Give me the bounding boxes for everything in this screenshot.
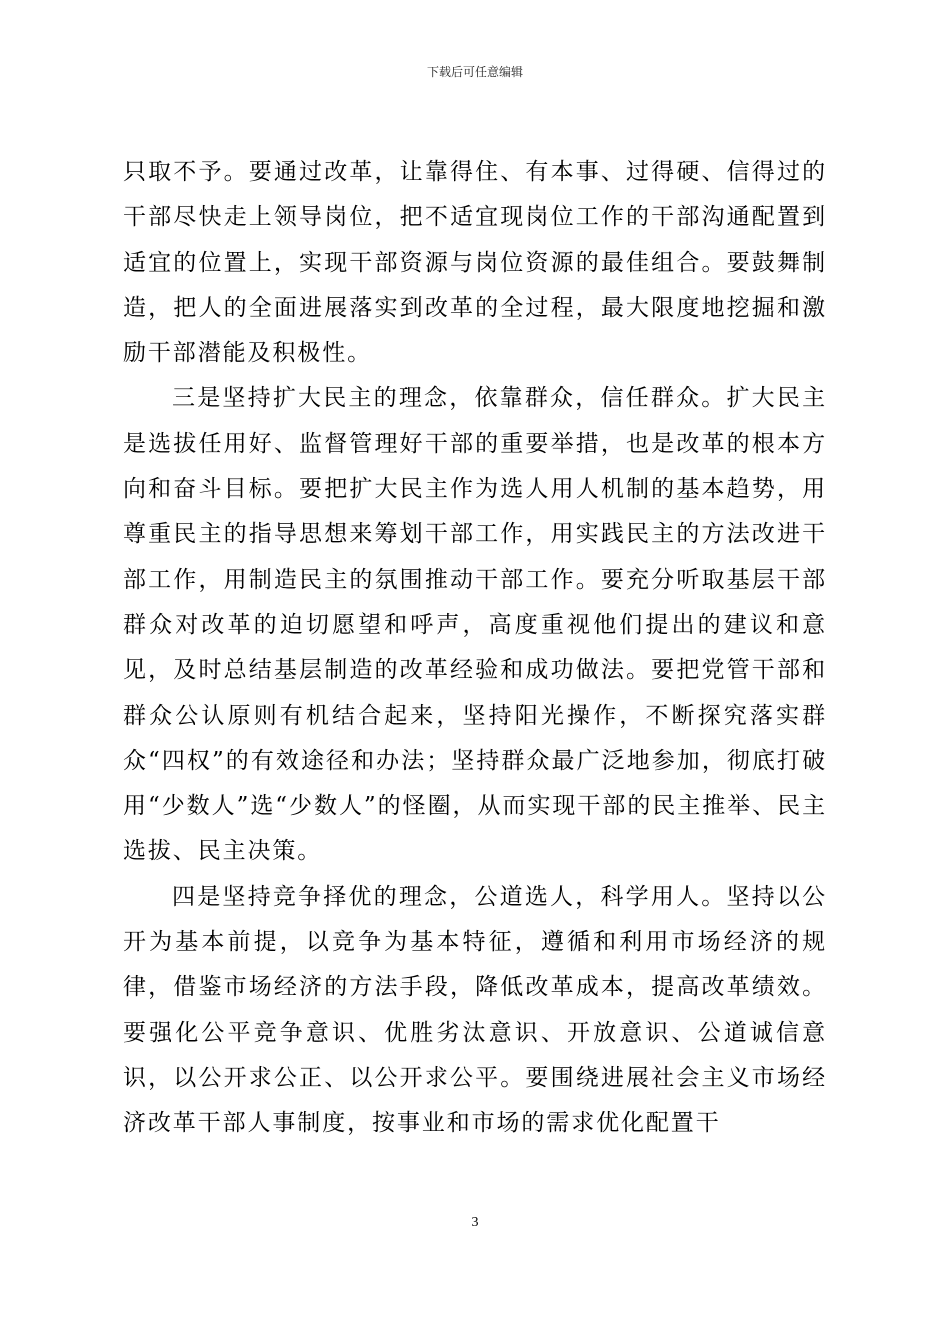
page-number: 3 bbox=[471, 1215, 479, 1230]
body-paragraph-1: 只取不予。要通过改革，让靠得住、有本事、过得硬、信得过的干部尽快走上领导岗位，把不适宜现岗位工作的干部沟通配置到适宜的位置上，实现干部资源与岗位资源的最佳组合。要鼓舞制造，把人的全面进展落实到改革的全过程，最大限度地挖掘和激励干部潜能及积极性。 bbox=[123, 159, 827, 367]
body-paragraph-3: 四是坚持竞争择优的理念，公道选人，科学用人。坚持以公开为基本前提，以竞争为基本特征，遵循和利用市场经济的规律，借鉴市场经济的方法手段，降低改革成本，提高改革绩效。要强化公平竞争意识、优胜劣汰意识、开放意识、公道诚信意识，以公开求公正、以公开求公平。要围绕进展社会主义市场经济改革干部人事制度，按事业和市场的需求优化配置干 bbox=[123, 883, 827, 1137]
page-header: 下载后可任意编辑 bbox=[426, 65, 523, 79]
body-paragraph-2: 三是坚持扩大民主的理念，依靠群众，信任群众。扩大民主是选拔任用好、监督管理好干部的重要举措，也是改革的根本方向和奋斗目标。要把扩大民主作为选人用人机制的基本趋势，用尊重民主的指导思想来筹划干部工作，用实践民主的方法改进干部工作，用制造民主的氛围推动干部工作。要充分听取基层干部群众对改革的迫切愿望和呼声，高度重视他们提出的建议和意见，及时总结基层制造的改革经验和成功做法。要把党管干部和群众公认原则有机结合起来，坚持阳光操作，不断探究落实群众“四权”的有效途径和办法；坚持群众最广泛地参加，彻底打破用“少数人”选“少数人”的怪圈，从而实现干部的民主推举、民主选拔、民主决策。 bbox=[123, 385, 827, 865]
document-body bbox=[123, 150, 827, 1147]
